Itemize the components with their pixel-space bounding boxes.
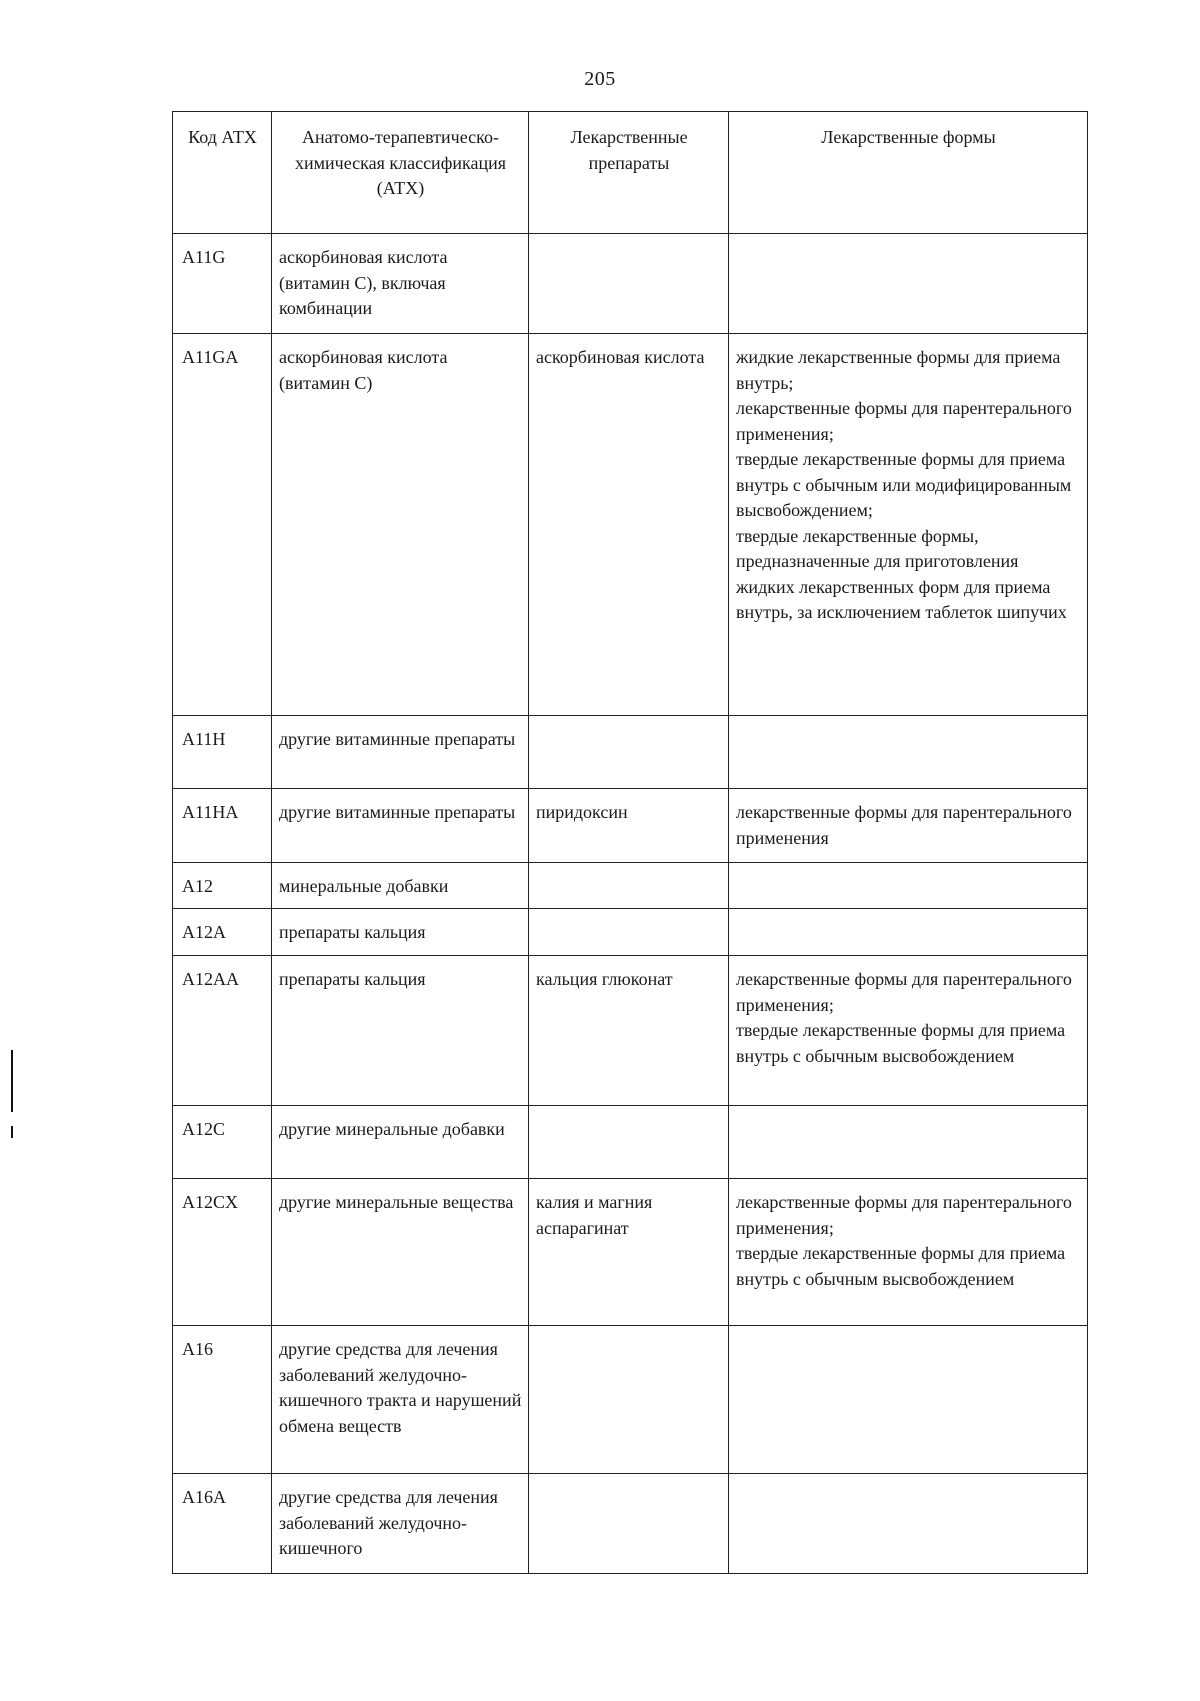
- cell-code: A12CX: [173, 1179, 272, 1326]
- cell-classification: аскорбиновая кислота (витамин С), включая комбинации: [272, 234, 529, 334]
- cell-forms: [729, 1474, 1088, 1574]
- cell-drug: [529, 1106, 729, 1179]
- cell-forms: [729, 234, 1088, 334]
- cell-classification: другие минеральные вещества: [272, 1179, 529, 1326]
- cell-code: A12AA: [173, 956, 272, 1106]
- table-row: [173, 1179, 1088, 1326]
- table-body: [173, 234, 1088, 1574]
- cell-code: A11GA: [173, 334, 272, 716]
- cell-code: A12: [173, 863, 272, 909]
- header-classification: Анатомо-терапевтическо-химическая классификация (АТХ): [272, 112, 529, 234]
- page-number: 205: [584, 68, 616, 90]
- table-row: [173, 334, 1088, 716]
- table-row: [173, 909, 1088, 956]
- atc-table-container: [172, 111, 1087, 1574]
- cell-drug: аскорбиновая кислота: [529, 334, 729, 716]
- table-row: [173, 863, 1088, 909]
- cell-classification: другие витаминные препараты: [272, 789, 529, 863]
- cell-forms: лекарственные формы для парентерального применения: [729, 789, 1088, 863]
- table-row: [173, 956, 1088, 1106]
- header-row: [173, 112, 1088, 234]
- cell-drug: [529, 909, 729, 956]
- cell-classification: другие витаминные препараты: [272, 716, 529, 789]
- atc-table: [172, 111, 1088, 1574]
- table-row: [173, 234, 1088, 334]
- header-drugs: Лекарственные препараты: [529, 112, 729, 234]
- header-forms: Лекарственные формы: [729, 112, 1088, 234]
- cell-code: A12A: [173, 909, 272, 956]
- cell-classification: другие средства для лечения заболеваний желудочно-кишечного: [272, 1474, 529, 1574]
- cell-forms: лекарственные формы для парентерального применения; твердые лекарственные формы для приема внутрь с обычным высвобождением: [729, 1179, 1088, 1326]
- cell-drug: [529, 716, 729, 789]
- cell-classification: минеральные добавки: [272, 863, 529, 909]
- table-row: [173, 1326, 1088, 1474]
- cell-drug: [529, 1474, 729, 1574]
- table-row: [173, 1474, 1088, 1574]
- scan-artifact-mark: [11, 1126, 13, 1138]
- cell-forms: жидкие лекарственные формы для приема внутрь; лекарственные формы для парентерального применения; твердые лекарственные формы для приема внутрь с обычным или модифицированным высвобождением; твердые лекарственные формы, предназначенные для приготовления жидких лекарственных форм для приема внутрь, за исключением таблеток шипучих: [729, 334, 1088, 716]
- cell-forms: лекарственные формы для парентерального применения; твердые лекарственные формы для приема внутрь с обычным высвобождением: [729, 956, 1088, 1106]
- cell-drug: [529, 863, 729, 909]
- table-header: [173, 112, 1088, 234]
- cell-classification: другие минеральные добавки: [272, 1106, 529, 1179]
- cell-code: A12C: [173, 1106, 272, 1179]
- table-row: [173, 716, 1088, 789]
- cell-code: A16: [173, 1326, 272, 1474]
- table-row: [173, 1106, 1088, 1179]
- cell-forms: [729, 909, 1088, 956]
- cell-drug: пиридоксин: [529, 789, 729, 863]
- cell-code: A11G: [173, 234, 272, 334]
- cell-drug: кальция глюконат: [529, 956, 729, 1106]
- cell-drug: [529, 234, 729, 334]
- scan-artifact-mark: [11, 1050, 13, 1112]
- cell-classification: другие средства для лечения заболеваний желудочно-кишечного тракта и нарушений обмена веществ: [272, 1326, 529, 1474]
- cell-classification: аскорбиновая кислота (витамин С): [272, 334, 529, 716]
- table-row: [173, 789, 1088, 863]
- cell-drug: [529, 1326, 729, 1474]
- cell-classification: препараты кальция: [272, 909, 529, 956]
- cell-forms: [729, 863, 1088, 909]
- cell-code: A11H: [173, 716, 272, 789]
- header-code: Код АТХ: [173, 112, 272, 234]
- cell-drug: калия и магния аспарагинат: [529, 1179, 729, 1326]
- cell-classification: препараты кальция: [272, 956, 529, 1106]
- cell-forms: [729, 1106, 1088, 1179]
- cell-forms: [729, 716, 1088, 789]
- cell-forms: [729, 1326, 1088, 1474]
- cell-code: A11HA: [173, 789, 272, 863]
- cell-code: A16A: [173, 1474, 272, 1574]
